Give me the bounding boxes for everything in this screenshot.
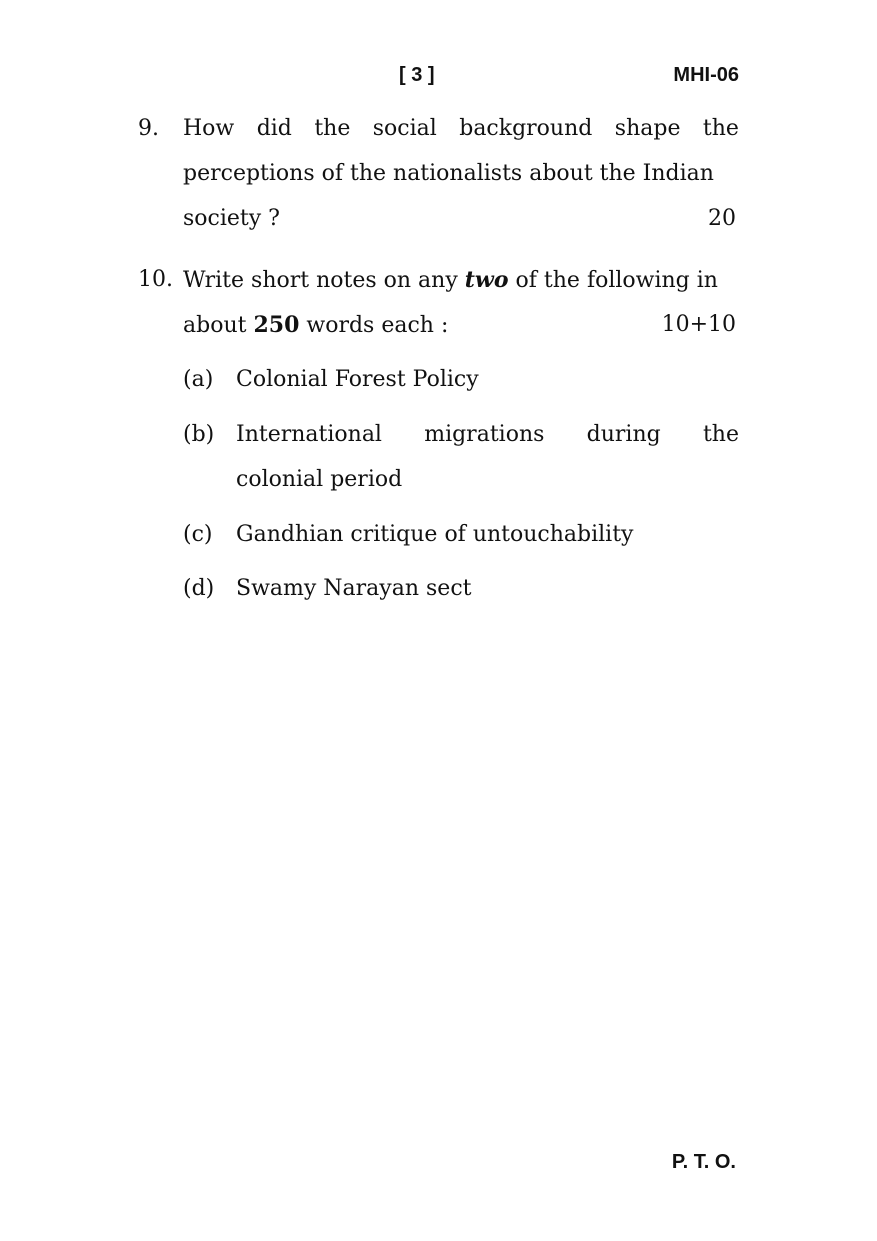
question-number: 9. <box>138 116 159 141</box>
option-line: colonial period <box>236 467 403 492</box>
question-number: 10. <box>138 267 173 292</box>
word: migrations <box>424 422 545 447</box>
option-line <box>236 422 739 447</box>
question-marks: 20 <box>708 206 736 231</box>
word: the <box>702 116 739 141</box>
question-line <box>183 312 448 338</box>
word: the <box>702 422 739 447</box>
option-label: (b) <box>183 422 215 447</box>
text: of the following in <box>508 268 718 293</box>
word: the <box>314 116 351 141</box>
option-text: Swamy Narayan sect <box>236 576 472 601</box>
word: How <box>183 116 235 141</box>
paper-code: MHI-06 <box>673 64 739 86</box>
text: about <box>183 313 254 338</box>
question-line <box>183 116 739 141</box>
question-line: society ? <box>183 206 280 231</box>
question-marks: 10+10 <box>661 312 736 337</box>
option-text: Colonial Forest Policy <box>236 367 479 392</box>
bold-text: 250 <box>253 312 300 338</box>
word: during <box>586 422 661 447</box>
word: did <box>256 116 292 141</box>
word: International <box>236 422 382 447</box>
question-line <box>183 267 718 293</box>
word: background <box>459 116 593 141</box>
pto-footer: P. T. O. <box>671 1151 736 1173</box>
question-line: perceptions of the nationalists about the Indian <box>183 161 714 186</box>
text: words each : <box>299 313 449 338</box>
emphasis-text: two <box>464 267 509 293</box>
option-label: (c) <box>183 522 213 547</box>
option-label: (a) <box>183 367 214 392</box>
page-number: [ 3 ] <box>399 64 435 86</box>
word: shape <box>614 116 681 141</box>
option-text: Gandhian critique of untouchability <box>236 522 634 547</box>
word: social <box>372 116 437 141</box>
text: Write short notes on any <box>183 268 465 293</box>
option-label: (d) <box>183 576 215 601</box>
